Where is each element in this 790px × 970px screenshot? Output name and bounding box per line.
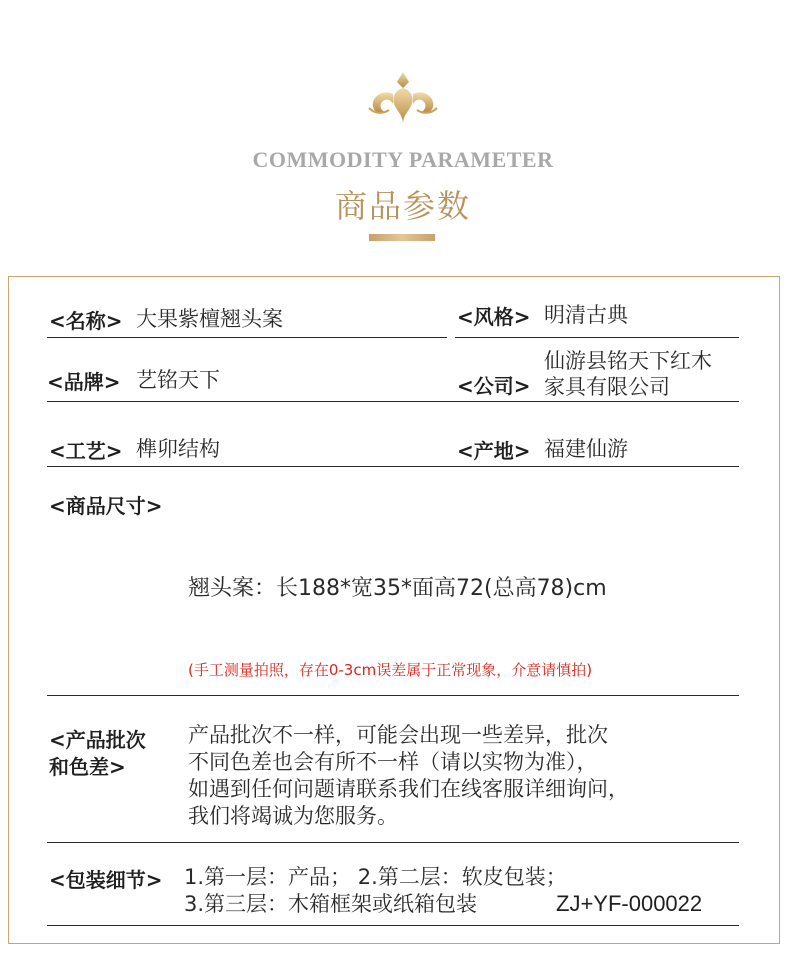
company-value-line1: 仙游县铭天下红木 <box>544 349 712 373</box>
brand-value: 艺铭天下 <box>136 368 220 392</box>
measurement-note: (手工测量拍照，存在0-3cm误差属于正常现象，介意请慎拍) <box>188 661 593 679</box>
brand-label: <品牌> <box>47 370 121 394</box>
divider <box>47 925 739 926</box>
title-underline <box>369 234 435 241</box>
company-value-line2: 家具有限公司 <box>544 375 670 399</box>
size-value: 翘头案：长188*宽35*面高72(总高78)cm <box>188 576 607 601</box>
packaging-line1: 1.第一层：产品； 2.第二层：软皮包装； <box>184 865 567 889</box>
divider <box>47 466 739 467</box>
chinese-title: 商品参数 <box>334 187 471 225</box>
batch-text-line1: 产品批次不一样，可能会出现一些差异，批次 <box>188 723 608 747</box>
style-label: <风格> <box>457 305 531 329</box>
english-title: COMMODITY PARAMETER <box>252 147 554 172</box>
gold-ornament-icon <box>365 68 441 128</box>
size-label: <商品尺寸> <box>49 494 163 518</box>
divider <box>47 401 739 402</box>
packaging-label: <包装细节> <box>49 868 163 892</box>
batch-label-line2: 和色差> <box>49 755 126 779</box>
origin-label: <产地> <box>457 439 531 463</box>
divider <box>47 337 447 338</box>
batch-label-line1: <产品批次 <box>49 728 146 752</box>
batch-text-line4: 我们将竭诚为您服务。 <box>188 804 398 828</box>
divider <box>47 695 739 696</box>
company-label: <公司> <box>457 374 531 398</box>
product-code: ZJ+YF-000022 <box>556 891 703 916</box>
name-value: 大果紫檀翘头案 <box>136 307 283 331</box>
name-label: <名称> <box>49 309 123 333</box>
craft-value: 榫卯结构 <box>136 437 220 461</box>
divider <box>47 842 739 843</box>
batch-text-line3: 如遇到任何问题请联系我们在线客服详细询问， <box>188 777 629 801</box>
origin-value: 福建仙游 <box>544 437 628 461</box>
batch-text-line2: 不同色差也会有所不一样（请以实物为准）， <box>188 750 598 774</box>
packaging-line2: 3.第三层：木箱框架或纸箱包装 <box>184 892 478 916</box>
header <box>0 0 790 250</box>
divider <box>455 337 739 338</box>
craft-label: <工艺> <box>49 439 123 463</box>
style-value: 明清古典 <box>544 303 628 327</box>
